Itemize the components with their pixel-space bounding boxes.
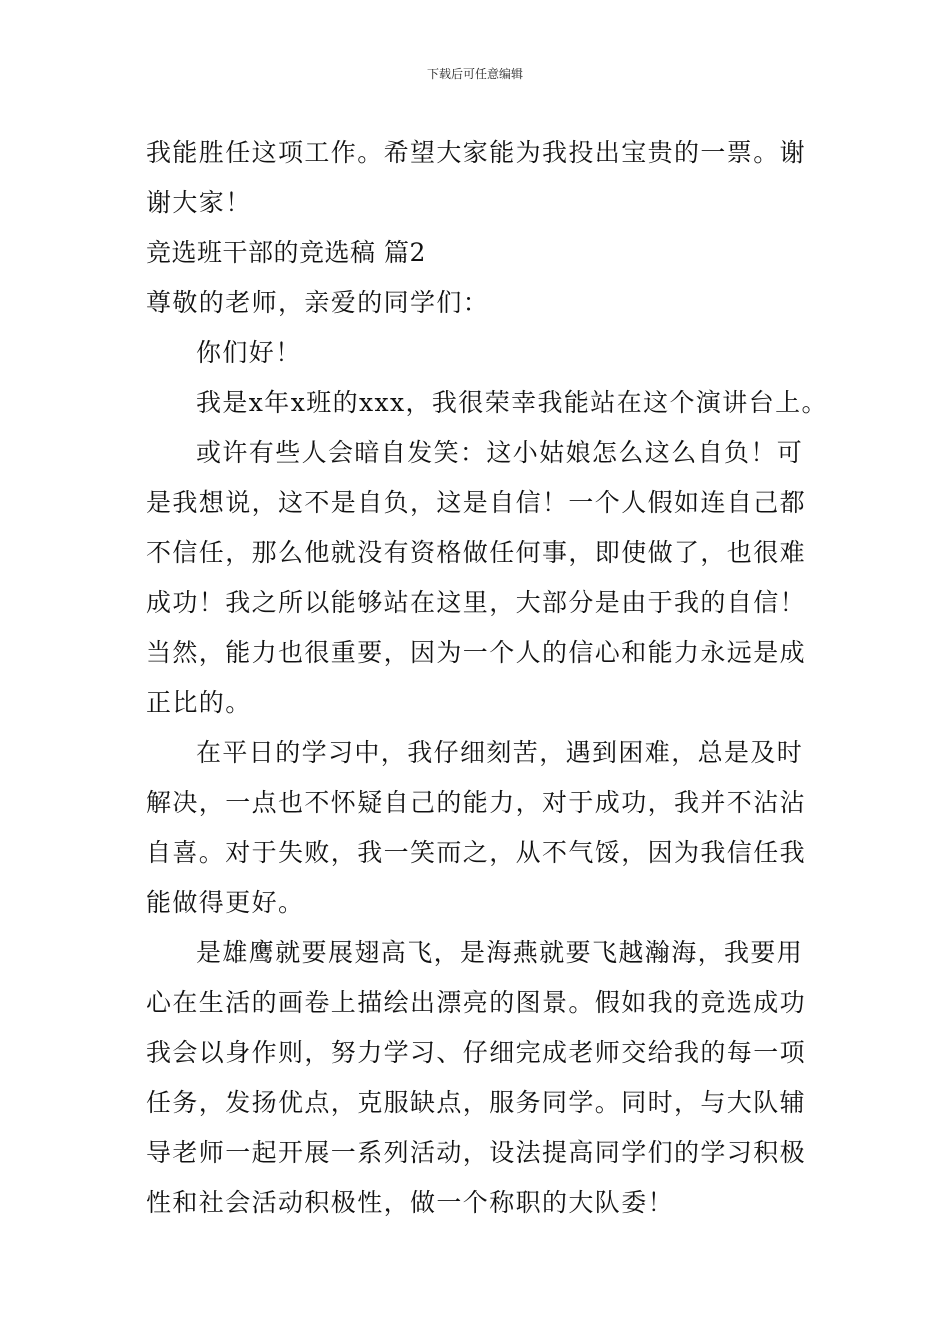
text-line-8: 是我想说，这不是自负，这是自信！一个人假如连自己都 [146,488,807,517]
text-line-21: 导老师一起开展一系列活动，设法提高同学们的学习积极 [146,1138,807,1167]
document-body [146,128,828,1228]
text-line-20: 任务，发扬优点，克服缺点，服务同学。同时，与大队辅 [146,1088,807,1117]
text-line-17: 是雄鹰就要展翅高飞，是海燕就要飞越瀚海，我要用 [196,938,804,967]
text-line-10: 成功！我之所以能够站在这里，大部分是由于我的自信！ [146,588,807,617]
text-line-11: 当然，能力也很重要，因为一个人的信心和能力永远是成 [146,638,807,667]
salutation: 尊敬的老师，亲爱的同学们： [146,288,490,317]
text-line-16: 能做得更好。 [146,888,305,917]
text-line-7: 或许有些人会暗自发笑：这小姑娘怎么这么自负！可 [196,438,804,467]
text-line-18: 心在生活的画卷上描绘出漂亮的图景。假如我的竞选成功 [146,988,807,1017]
text-line-22: 性和社会活动积极性，做一个称职的大队委！ [146,1188,675,1217]
text-line-14: 解决，一点也不怀疑自己的能力，对于成功，我并不沾沾 [146,788,807,817]
page-header: 下载后可任意编辑 [426,67,523,81]
section-title: 竞选班干部的竞选稿 篇2 [146,238,426,267]
text-line-9: 不信任，那么他就没有资格做任何事，即使做了，也很难 [146,538,807,567]
greeting: 你们好！ [196,338,302,367]
text-line-19: 我会以身作则，努力学习、仔细完成老师交给我的每一项 [146,1038,807,1067]
text-line-6: 我是x年x班的xxx，我很荣幸我能站在这个演讲台上。 [196,388,828,417]
text-line-1: 我能胜任这项工作。希望大家能为我投出宝贵的一票。谢 [146,138,807,167]
text-line-2: 谢大家！ [146,188,252,217]
text-line-13: 在平日的学习中，我仔细刻苦，遇到困难，总是及时 [196,738,804,767]
text-line-12: 正比的。 [146,688,252,717]
text-line-15: 自喜。对于失败，我一笑而之，从不气馁，因为我信任我 [146,838,807,867]
